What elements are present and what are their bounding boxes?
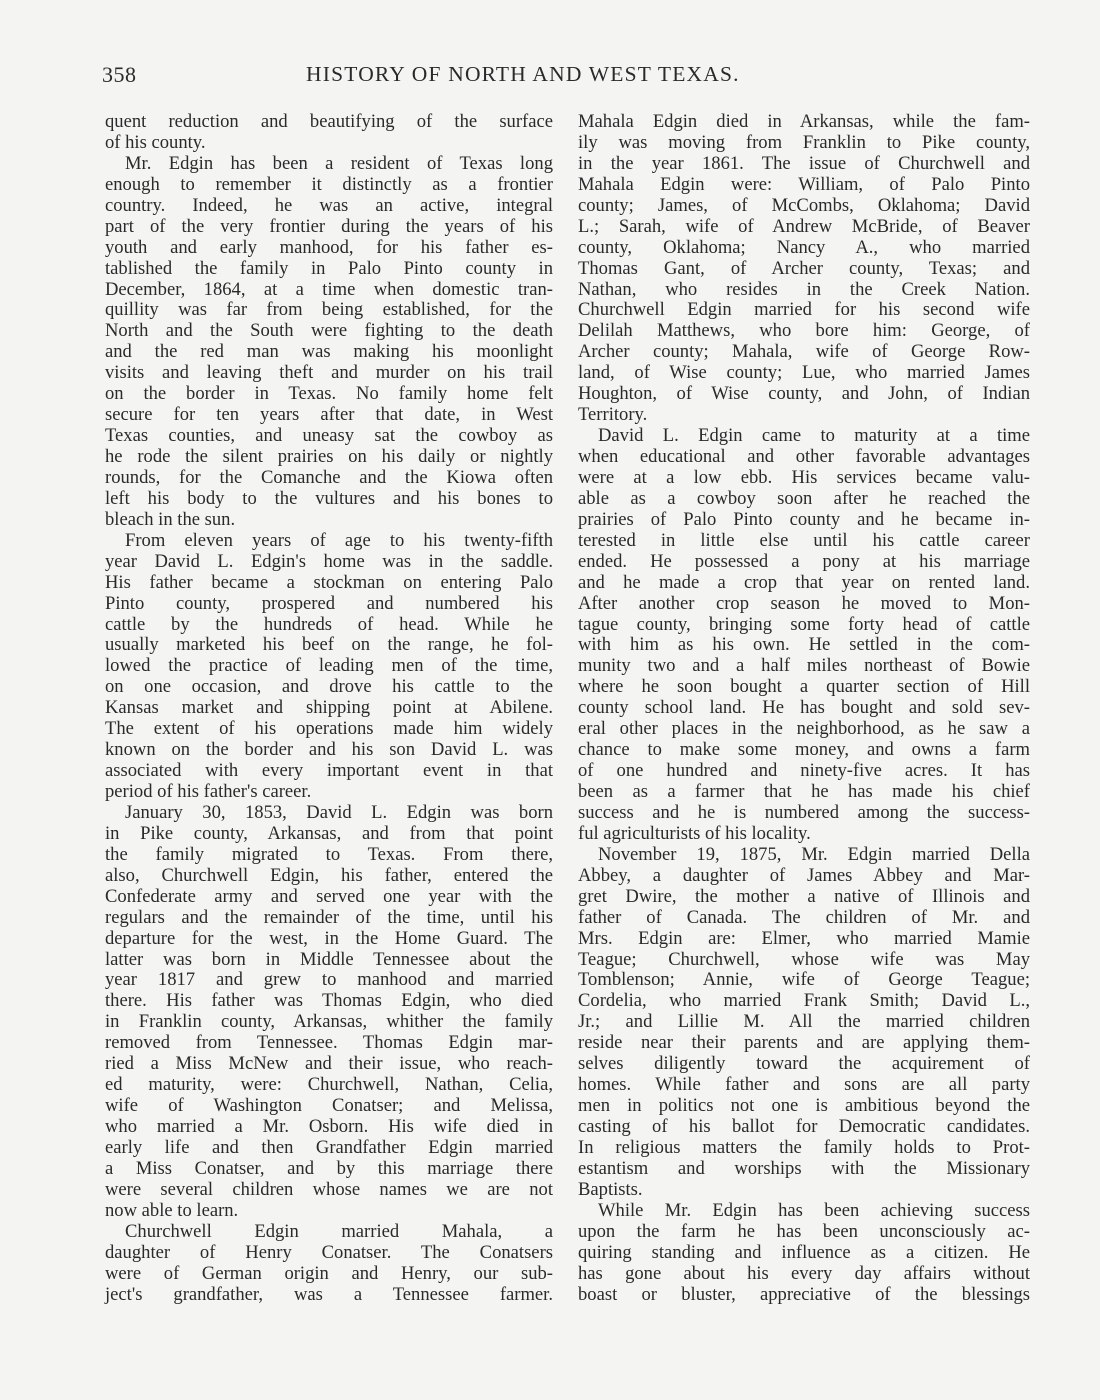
text-line: ended. He possessed a pony at his marriage (578, 550, 1030, 572)
text-line: year 1817 and grew to manhood and married (105, 969, 553, 991)
text-line: visits and leaving theft and murder on his trail (105, 362, 553, 384)
text-line: quent reduction and beautifying of the surface (105, 111, 553, 132)
text-line: also, Churchwell Edgin, his father, entered the (105, 864, 553, 886)
text-line: a Miss Conatser, and by this marriage there (105, 1157, 553, 1179)
text-line: the family migrated to Texas. From there, (105, 843, 553, 865)
text-line: were several children whose names we are not (105, 1178, 553, 1200)
running-head: HISTORY OF NORTH AND WEST TEXAS. (306, 62, 740, 86)
text-line: father of Canada. The children of Mr. and (578, 906, 1030, 928)
text-line: tague county, bringing some forty head of cattle (578, 613, 1030, 635)
text-line: Houghton, of Wise county, and John, of Indian (578, 383, 1030, 405)
text-line: and the red man was making his moonlight (105, 341, 553, 363)
text-line: Kansas market and shipping point at Abilene. (105, 697, 553, 719)
text-line: known on the border and his son David L. was (105, 739, 553, 761)
text-line: Jr.; and Lillie M. All the married children (578, 1011, 1030, 1033)
text-line: Mahala Edgin were: William, of Palo Pinto (578, 173, 1030, 195)
text-line: able as a cowboy soon after he reached the (578, 487, 1030, 509)
left-column (105, 112, 553, 1305)
page-number: 358 (102, 62, 137, 87)
text-line: Pinto county, prospered and numbered his (105, 592, 553, 614)
text-line: Teague; Churchwell, whose wife was May (578, 948, 1030, 970)
text-line: Churchwell Edgin married Mahala, a (125, 1220, 553, 1242)
text-line: enough to remember it distinctly as a frontier (105, 173, 553, 195)
text-line: cattle by the hundreds of head. While he (105, 613, 553, 635)
text-line: has gone about his every day affairs without (578, 1262, 1030, 1284)
text-line: of one hundred and ninety-five acres. It has (578, 760, 1030, 782)
text-line: From eleven years of age to his twenty-fifth (125, 529, 553, 551)
text-line: success and he is numbered among the success- (578, 801, 1030, 823)
text-line: Baptists. (578, 1178, 643, 1200)
text-line: in Franklin county, Arkansas, whither the family (105, 1011, 553, 1033)
text-line: L.; Sarah, wife of Andrew McBride, of Beaver (578, 215, 1030, 237)
text-line: secure for ten years after that date, in West (105, 404, 553, 426)
text-line: ful agriculturists of his locality. (578, 822, 811, 844)
right-column (578, 112, 1030, 1305)
text-line: upon the farm he has been unconsciously ac- (578, 1220, 1030, 1242)
text-line: men in politics not one is ambitious beyond the (578, 1095, 1030, 1117)
text-line: where he soon bought a quarter section of Hill (578, 676, 1030, 698)
text-line: land, of Wise county; Lue, who married James (578, 362, 1030, 384)
text-line: usually marketed his beef on the range, he fol- (105, 634, 553, 656)
text-line: North and the South were fighting to the death (105, 320, 553, 342)
text-line: David L. Edgin came to maturity at a time (598, 425, 1030, 447)
text-line: now able to learn. (105, 1199, 239, 1221)
text-line: departure for the west, in the Home Guard. The (105, 927, 553, 949)
text-line: terested in little else until his cattle career (578, 529, 1030, 551)
text-line: when educational and other favorable advantages (578, 446, 1030, 467)
text-line: ed maturity, were: Churchwell, Nathan, Celia, (105, 1074, 553, 1096)
text-line: on the border in Texas. No family home felt (105, 383, 553, 405)
text-line: county school land. He has bought and sold sev- (578, 697, 1030, 719)
text-line: county, Oklahoma; Nancy A., who married (578, 236, 1030, 258)
text-line: and he made a crop that year on rented land. (578, 571, 1030, 593)
text-line: Archer county; Mahala, wife of George Row- (578, 341, 1030, 363)
text-line: Mrs. Edgin are: Elmer, who married Mamie (578, 927, 1030, 949)
text-line: estantism and worships with the Missionary (578, 1157, 1030, 1179)
text-line: Delilah Matthews, who bore him: George, of (578, 320, 1030, 342)
text-line: munity two and a half miles northeast of Bowie (578, 655, 1030, 677)
text-line: left his body to the vultures and his bones to (105, 487, 553, 509)
text-line: Abbey, a daughter of James Abbey and Mar- (578, 864, 1030, 886)
text-line: Mr. Edgin has been a resident of Texas long (125, 152, 553, 174)
text-line: in Pike county, Arkansas, and from that point (105, 822, 553, 844)
text-line: county; James, of McCombs, Oklahoma; David (578, 194, 1030, 216)
text-line: year David L. Edgin's home was in the saddle. (105, 550, 553, 572)
text-line: were of German origin and Henry, our sub- (105, 1262, 553, 1284)
text-line: in the year 1861. The issue of Churchwell and (578, 152, 1030, 174)
text-line: His father became a stockman on entering Palo (105, 571, 553, 593)
text-line: youth and early manhood, for his father es- (105, 236, 553, 258)
text-line: The extent of his operations made him widely (105, 718, 553, 740)
text-line: November 19, 1875, Mr. Edgin married Della (598, 843, 1030, 865)
text-line: After another crop season he moved to Mon- (578, 592, 1030, 614)
text-line: lowed the practice of leading men of the time, (105, 655, 553, 677)
text-line: of his county. (105, 131, 206, 153)
text-line: there. His father was Thomas Edgin, who died (105, 990, 553, 1012)
text-line: boast or bluster, appreciative of the blessings (578, 1283, 1030, 1305)
text-line: Confederate army and served one year with the (105, 885, 553, 907)
text-line: Texas counties, and uneasy sat the cowboy as (105, 425, 553, 447)
text-line: prairies of Palo Pinto county and he became in- (578, 508, 1030, 530)
text-line: ried a Miss McNew and their issue, who reach- (105, 1053, 553, 1075)
text-line: Nathan, who resides in the Creek Nation. (578, 278, 1030, 300)
text-line: removed from Tennessee. Thomas Edgin mar- (105, 1032, 553, 1054)
text-line: eral other places in the neighborhood, as he saw a (578, 718, 1030, 740)
text-line: tablished the family in Palo Pinto county in (105, 257, 553, 279)
text-line: period of his father's career. (105, 781, 312, 802)
text-line: were at a low ebb. His services became valu- (578, 466, 1030, 488)
text-line: rounds, for the Comanche and the Kiowa often (105, 466, 553, 488)
text-line: December, 1864, at a time when domestic tran- (105, 278, 553, 300)
text-line: early life and then Grandfather Edgin married (105, 1136, 553, 1158)
text-line: chance to make some money, and owns a farm (578, 739, 1030, 761)
text-line: daughter of Henry Conatser. The Conatsers (105, 1241, 553, 1263)
text-line: Thomas Gant, of Archer county, Texas; and (578, 257, 1030, 279)
text-line: gret Dwire, the mother a native of Illinois and (578, 885, 1030, 907)
text-line: selves diligently toward the acquirement of (578, 1053, 1030, 1075)
text-line: on one occasion, and drove his cattle to the (105, 676, 553, 698)
text-line: Territory. (578, 404, 648, 426)
text-line: regulars and the remainder of the time, until his (105, 906, 553, 928)
text-line: country. Indeed, he was an active, integral (105, 194, 553, 216)
text-line: ily was moving from Franklin to Pike county, (578, 131, 1030, 153)
text-line: In religious matters the family holds to Prot- (578, 1136, 1030, 1158)
text-line: Churchwell Edgin married for his second wife (578, 299, 1030, 321)
text-line: wife of Washington Conatser; and Melissa, (105, 1095, 553, 1117)
text-line: who married a Mr. Osborn. His wife died in (105, 1116, 553, 1137)
text-line: While Mr. Edgin has been achieving success (598, 1199, 1030, 1221)
text-line: Tomblenson; Annie, wife of George Teague; (578, 969, 1030, 991)
text-line: homes. While father and sons are all party (578, 1074, 1030, 1096)
text-line: January 30, 1853, David L. Edgin was born (125, 801, 553, 823)
text-line: with him as his own. He settled in the com- (578, 634, 1030, 656)
text-line: latter was born in Middle Tennessee about the (105, 948, 553, 970)
text-line: ject's grandfather, was a Tennessee farmer. (105, 1283, 553, 1305)
text-line: been as a farmer that he has made his chief (578, 781, 1030, 802)
text-line: Cordelia, who married Frank Smith; David L., (578, 990, 1030, 1012)
text-line: quiring standing and influence as a citizen. He (578, 1241, 1030, 1263)
text-line: Mahala Edgin died in Arkansas, while the fam- (578, 111, 1030, 132)
text-line: he rode the silent prairies on his daily or nightly (105, 446, 553, 467)
text-line: reside near their parents and are applying them- (578, 1032, 1030, 1054)
text-line: bleach in the sun. (105, 508, 236, 530)
text-line: casting of his ballot for Democratic candidates. (578, 1116, 1030, 1137)
text-line: part of the very frontier during the years of his (105, 215, 553, 237)
text-line: associated with every important event in that (105, 760, 553, 782)
text-line: quillity was far from being established, for the (105, 299, 553, 321)
